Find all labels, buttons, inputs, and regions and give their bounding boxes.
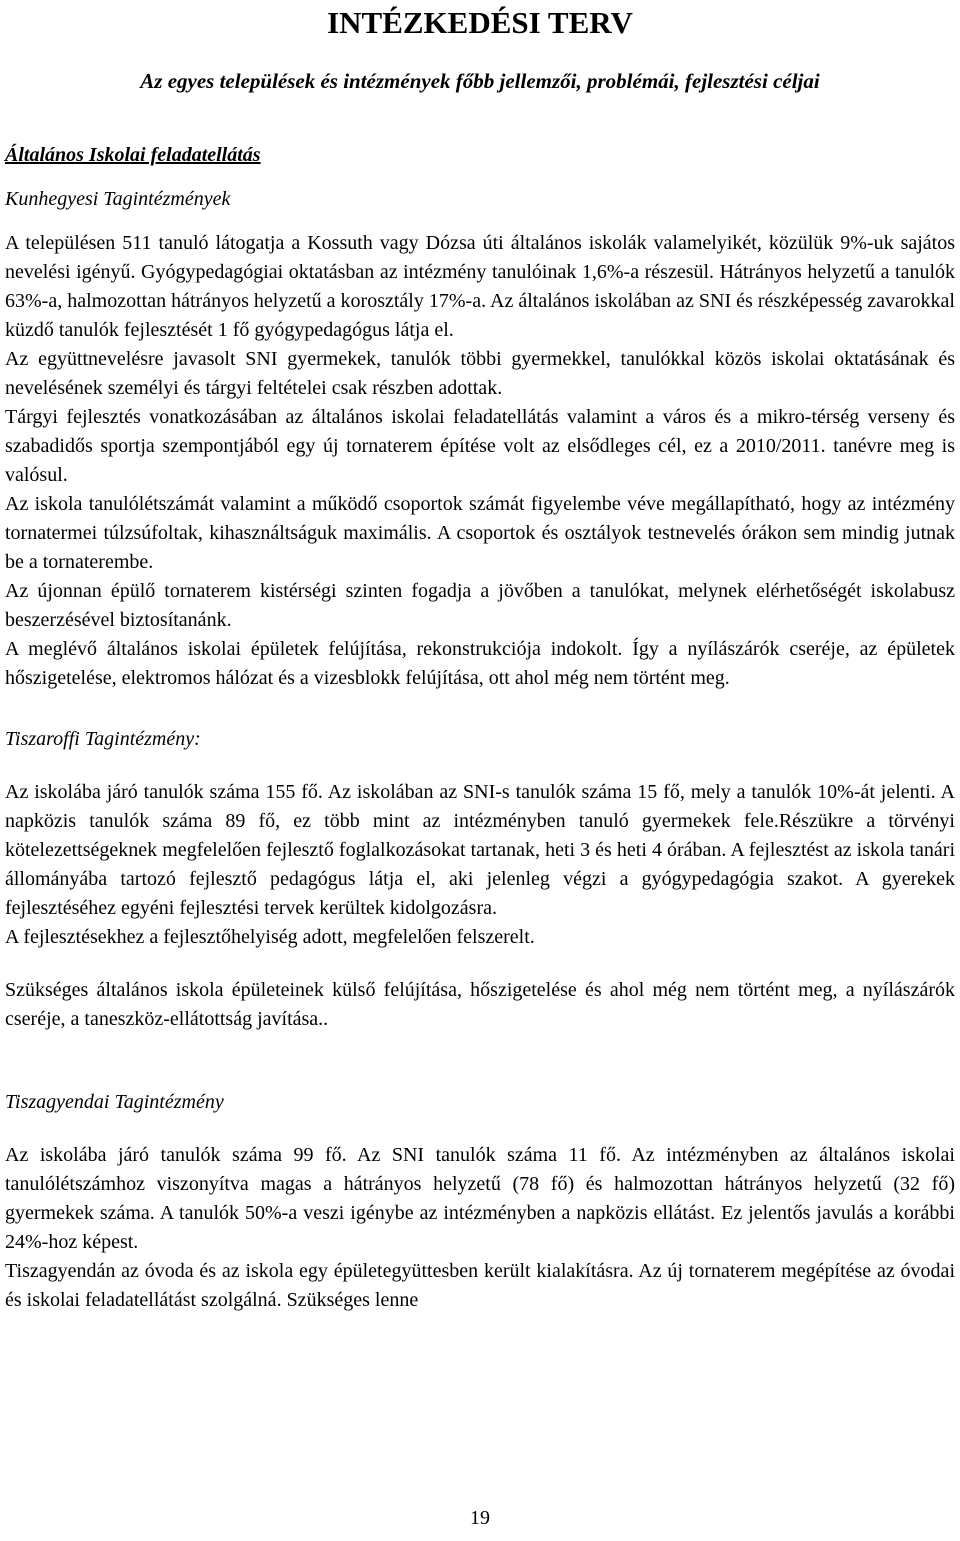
paragraph: Szükséges általános iskola épületeinek külső felújítása, hőszigetelése és ahol még nem történt meg, a nyílászárók cseréje, a taneszköz-ellátottság javítása.. — [5, 979, 955, 1030]
paragraph: Az újonnan épülő tornaterem kistérségi szinten fogadja a jövőben a tanulókat, melynek elérhetőségét iskolabusz beszerzésével biztosítanánk. — [5, 580, 955, 631]
paragraph: Tárgyi fejlesztés vonatkozásában az általános iskolai feladatellátás valamint a város és a mikro-térség verseny és szabadidős sportja szempontjából egy új tornaterem építése volt az elsődleges cél, ez a 2010/2011. tanévre meg is valósul. — [5, 406, 955, 486]
subsection-body-kunhegyes — [5, 229, 955, 693]
paragraph: A településen 511 tanuló látogatja a Kossuth vagy Dózsa úti általános iskolák valamelyikét, közülük 9%-uk sajátos nevelési igényű. Gyógypedagógiai oktatásban az intézmény tanulóinak 1,6%-a részesül. Hátrányos helyzetű a tanulók 63%-a, halmozottan hátrányos helyzetű a korosztály 17%-a. Az általános iskolában az SNI és részképesség zavarokkal küzdő tanulók fejlesztését 1 fő gyógypedagógus látja el. — [5, 232, 955, 341]
paragraph: Tiszagyendán az óvoda és az iskola egy épületegyüttesben került kialakításra. Az új tornaterem megépítése az óvodai és iskolai feladatellátást szolgálná. Szükséges lenne — [5, 1260, 955, 1311]
paragraph: Az iskola tanulólétszámát valamint a működő csoportok számát figyelembe véve megállapítható, hogy az intézmény tornatermei túlzsúfoltak, kihasználtságuk maximális. A csoportok és osztályok testnevelés órákon sem mindig jutnak be a tornaterembe. — [5, 493, 955, 573]
page-number: 19 — [470, 1507, 490, 1529]
paragraph: A fejlesztésekhez a fejlesztőhelyiség adott, megfelelően felszerelt. — [5, 926, 535, 948]
subsection-body-tiszaroff — [5, 778, 955, 1034]
subsection-title-kunhegyes: Kunhegyesi Tagintézmények — [5, 188, 231, 210]
paragraph: Az iskolába járó tanulók száma 99 fő. Az SNI tanulók száma 11 fő. Az intézményben az általános iskolai tanulólétszámhoz viszonyítva magas a hátrányos helyzetű (78 fő) és halmozottan hátrányos helyzetű (32 fő) gyermekek száma. A tanulók 50%-a veszi igénybe az intézményben a napközis ellátást. Ez jelentős javulás a korábbi 24%-hoz képest. — [5, 1144, 955, 1253]
document-title: INTÉZKEDÉSI TERV — [327, 5, 633, 40]
subsection-title-tiszaroff: Tiszaroffi Tagintézmény: — [5, 728, 201, 750]
document-page — [5, 0, 955, 1315]
subsection-body-tiszagyenda — [5, 1141, 955, 1315]
section-title: Általános Iskolai feladatellátás — [5, 144, 261, 166]
subsection-title-tiszagyenda: Tiszagyendai Tagintézmény — [5, 1091, 224, 1113]
paragraph: Az iskolába járó tanulók száma 155 fő. Az iskolában az SNI-s tanulók száma 15 fő, mely a tanulók 10%-át jelenti. A napközis tanulók száma 89 fő, ez több mint az intézményben tanuló gyermekek fele.Részükre a törvényi kötelezettségeknek megfelelően fejlesztő foglalkozásokat tartanak, heti 3 és heti 4 órában. A fejlesztést az iskola tanári állományába tartozó fejlesztő pedagógus látja el, aki jelenleg végzi a gyógypedagógia szakot. A gyerekek fejlesztéséhez egyéni fejlesztési tervek kerültek kidolgozásra. — [5, 781, 955, 919]
paragraph: Az együttnevelésre javasolt SNI gyermekek, tanulók többi gyermekkel, tanulókkal közös iskolai oktatásának és nevelésének személyi és tárgyi feltételei csak részben adottak. — [5, 348, 955, 399]
paragraph: A meglévő általános iskolai épületek felújítása, rekonstrukciója indokolt. Így a nyílászárók cseréje, az épületek hőszigetelése, elektromos hálózat és a vizesblokk felújítása, ott ahol még nem történt meg. — [5, 638, 955, 689]
document-subtitle: Az egyes települések és intézmények főbb jellemzői, problémái, fejlesztési céljai — [140, 69, 820, 93]
